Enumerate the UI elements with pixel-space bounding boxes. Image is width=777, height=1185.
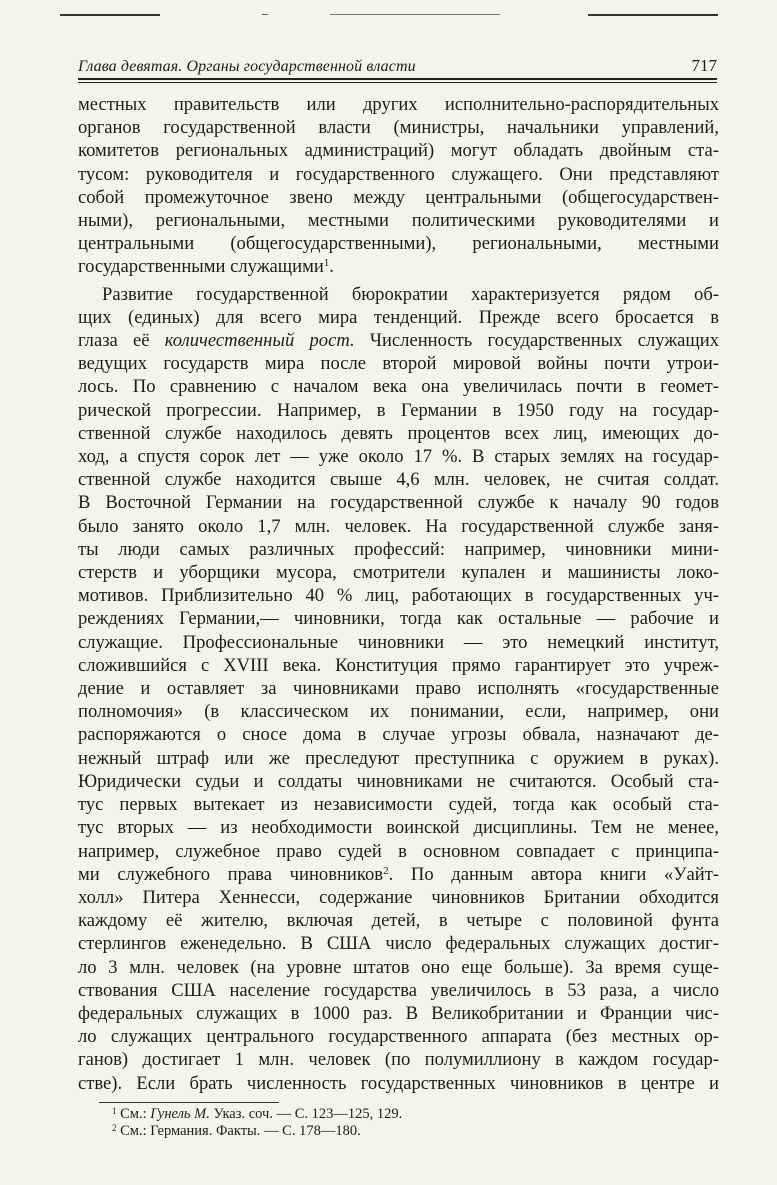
footnote-rule <box>99 1102 279 1103</box>
text-line: тусом: руководителя и государственного служащего. Они представляют <box>78 163 719 185</box>
text-line: ведущих государств мира после второй мировой войны почти утрои- <box>78 353 719 375</box>
text-line: дение и оставляет за чиновниками право исполнять «государственные <box>78 678 719 700</box>
text-line: мотивов. Приблизительно 40 % лиц, работающих в государственных уч- <box>78 585 719 607</box>
text-line: служащие. Профессиональные чиновники — это немецкий институт, <box>78 631 719 653</box>
header-rule <box>78 82 717 83</box>
text-line: ход, а спустя сорок лет — уже около 17 %. В старых землях на государ- <box>78 446 719 468</box>
text-line: Юридически судьи и солдаты чиновниками не считаются. Особый ста- <box>78 770 719 792</box>
text-line: тус первых вытекает из независимости судей, тогда как особый ста- <box>78 794 719 816</box>
text-line: В Восточной Германии на государственной службе к началу 90 годов <box>78 492 719 514</box>
text-line: было занято около 1,7 млн. человек. На государственной службе заня- <box>78 515 719 537</box>
text-line: ственной службе находится свыше 4,6 млн. человек, не считая солдат. <box>78 469 719 491</box>
text-line: холл» Питера Хеннесси, содержание чиновников Британии обходится <box>78 886 719 908</box>
text-line: тус вторых — из необходимости воинской дисциплины. Тем не менее, <box>78 817 719 839</box>
text-line: федеральных служащих в 1000 раз. В Великобритании и Франции чис- <box>78 1002 719 1024</box>
header-rule <box>78 78 717 80</box>
text-line: полномочия» (в классическом их понимании, если, например, они <box>78 701 719 723</box>
text-line: стве). Если брать численность государственных чиновников в центре и <box>78 1072 719 1094</box>
text-line: нежный штраф или же преследуют преступника с оружием в руках). <box>78 747 719 769</box>
paragraph <box>78 93 719 279</box>
scan-artifact <box>588 14 718 16</box>
text-line: собой промежуточное звено между центральными (общегосударствен- <box>78 186 719 208</box>
footnote: $^1$ См.: Гунель М. Указ. соч. — С. 123—125, 129. <box>112 1106 403 1122</box>
text-line: распоряжаются о сносе дома в случае угрозы обвала, назначают де- <box>78 724 719 746</box>
text-line: рической прогрессии. Например, в Германии в 1950 году на государ- <box>78 399 719 421</box>
scan-artifact <box>262 14 268 15</box>
running-head <box>78 48 717 76</box>
body-text <box>78 93 719 1095</box>
footnote: $^2$ См.: Германия. Факты. — С. 178—180. <box>112 1123 361 1139</box>
chapter-title: Глава девятая. Органы государственной власти <box>78 58 416 75</box>
text-line: ло служащих центрального государственного аппарата (без местных ор- <box>78 1026 719 1048</box>
text-line: стерлингов еженедельно. В США число федеральных служащих достиг- <box>78 933 719 955</box>
text-line: ганов) достигает 1 млн. человек (по полумиллиону в каждом государ- <box>78 1049 719 1071</box>
scan-artifact <box>60 14 160 16</box>
text-line: щих (единых) для всего мира тенденций. Прежде всего бросается в <box>78 306 719 328</box>
text-line: лось. По сравнению с началом века она увеличилась почти в геомет- <box>78 376 719 398</box>
footnote-ref: 2 <box>383 864 389 877</box>
text-line: ными), региональными, местными политическими руководителями и <box>78 210 719 232</box>
text-line: сложившийся с XVIII века. Конституция прямо гарантирует это учреж- <box>78 654 719 676</box>
text-line: Развитие государственной бюрократии характеризуется рядом об- <box>102 283 719 305</box>
text-line: государственными служащими$^1$. <box>78 256 334 278</box>
text-line: стерств и уборщики мусора, смотрители купален и машинисты локо- <box>78 562 719 584</box>
text-line: ло 3 млн. человек (на уровне штатов оно еще больше). За время суще- <box>78 956 719 978</box>
text-line: местных правительств или других исполнительно-распорядительных <box>78 94 719 115</box>
text-line: органов государственной власти (министры, начальники управлений, <box>78 117 719 139</box>
text-line: глаза её количественный рост. Численность государственных служащих <box>78 330 719 352</box>
emphasis: количественный рост. <box>164 330 355 352</box>
footnote-ref: 1 <box>323 257 330 270</box>
text-line: ствования США население государства увеличилось в 53 раза, а число <box>78 979 719 1001</box>
text-line: комитетов региональных администраций) могут обладать двойным ста- <box>78 140 719 162</box>
scan-artifact <box>330 14 500 15</box>
text-line: ми служебного права чиновников$^2$. По данным автора книги «Уайт- <box>78 863 719 885</box>
text-line: каждому её жителю, включая детей, в четыре с половиной фунта <box>78 910 719 932</box>
page-number: 717 <box>691 56 717 75</box>
paragraph <box>78 283 719 1095</box>
text-line: ственной службе находилось девять процентов всех лиц, имеющих до- <box>78 422 719 444</box>
footnotes <box>112 1106 402 1140</box>
text-line: ты люди самых различных профессий: например, чиновники мини- <box>78 538 719 560</box>
text-line: центральными (общегосударственными), региональными, местными <box>78 233 719 255</box>
text-line: реждениях Германии,— чиновники, тогда как остальные — рабочие и <box>78 608 719 630</box>
text-line: например, служебное право судей в основном совпадает с принципа- <box>78 840 719 862</box>
